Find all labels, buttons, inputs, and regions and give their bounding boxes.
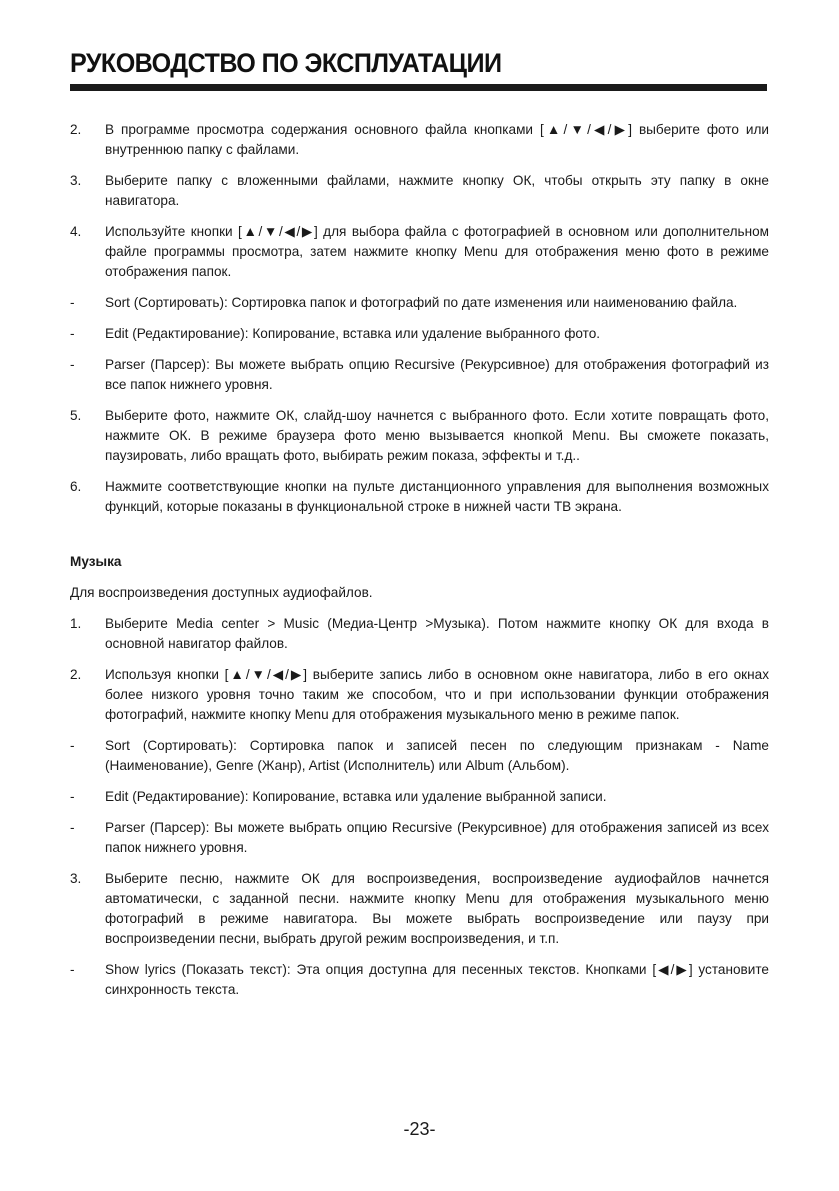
photo-instructions	[70, 120, 769, 517]
list-item	[70, 614, 769, 654]
list-item	[70, 406, 769, 466]
list-item-text: Sort (Сортировать): Сортировка папок и фотографий по дате изменения или наименованию файла.	[105, 295, 738, 310]
list-item-text: В программе просмотра содержания основного файла кнопками [▲/▼/◀/▶] выберите фото или внутреннюю папку с файлами.	[105, 122, 769, 157]
list-marker: -	[70, 789, 75, 804]
page-content	[70, 120, 769, 1011]
list-marker: 2.	[70, 667, 82, 682]
page-number: -23-	[403, 1119, 436, 1139]
list-marker: 3.	[70, 871, 82, 886]
list-item-text: Нажмите соответствующие кнопки на пульте дистанционного управления для выполнения возможных функций, которые показаны в функциональной строке в нижней части ТВ экрана.	[105, 479, 769, 514]
list-marker: 2.	[70, 122, 82, 137]
list-item-text: Выберите фото, нажмите ОК, слайд-шоу начнется с выбранного фото. Если хотите повращать фото, нажмите ОК. В режиме браузера фото меню вызывается кнопкой Menu. Вы сможете показать, паузировать, либо вращать фото, выбирать режим показа, эффекты и т.д..	[105, 408, 769, 463]
list-item	[70, 477, 769, 517]
list-item-text: Выберите песню, нажмите ОК для воспроизведения, воспроизведение аудиофайлов начнется автоматически, с заданной песни. нажмите кнопку Menu для отображения музыкального меню фотографий в режиме навигатора. Вы можете выбрать воспроизведение или паузу при воспроизведении песни, выбрать другой режим воспроизведения, и т.п.	[105, 871, 769, 946]
list-marker: 4.	[70, 224, 82, 239]
list-item-text: Выберите папку с вложенными файлами, нажмите кнопку ОК, чтобы открыть эту папку в окне навигатора.	[105, 173, 769, 208]
list-marker: -	[70, 820, 75, 835]
list-marker: 6.	[70, 479, 82, 494]
list-item	[70, 324, 769, 344]
list-marker: -	[70, 738, 75, 753]
list-item	[70, 818, 769, 858]
list-marker: 1.	[70, 616, 82, 631]
list-item-text: Выберите Media center > Music (Медиа-Центр >Музыка). Потом нажмите кнопку ОК для входа в основной навигатор файлов.	[105, 616, 769, 651]
list-item-text: Используйте кнопки [▲/▼/◀/▶] для выбора файла с фотографией в основном или дополнительном файле программы просмотра, затем нажмите кнопку Menu для отображения меню фото в режиме отображения папок.	[105, 224, 769, 279]
list-marker: 5.	[70, 408, 82, 423]
list-item	[70, 869, 769, 949]
list-item	[70, 960, 769, 1000]
section-heading-music: Музыка	[70, 554, 122, 569]
list-marker: -	[70, 326, 75, 341]
list-item-text: Show lyrics (Показать текст): Эта опция доступна для песенных текстов. Кнопками [◀/▶] установите синхронность текста.	[105, 962, 769, 997]
list-item-text: Sort (Сортировать): Сортировка папок и записей песен по следующим признакам - Name (Наименование), Genre (Жанр), Artist (Исполнитель) или Album (Альбом).	[105, 738, 769, 773]
list-item	[70, 736, 769, 776]
music-section	[70, 552, 769, 1000]
list-item-text: Edit (Редактирование): Копирование, вставка или удаление выбранной записи.	[105, 789, 607, 804]
list-marker: -	[70, 357, 75, 372]
list-item	[70, 120, 769, 160]
page-title: РУКОВОДСТВО ПО ЭКСПЛУАТАЦИИ	[70, 48, 502, 78]
list-item	[70, 222, 769, 282]
list-item	[70, 293, 769, 313]
list-marker: -	[70, 295, 75, 310]
list-item-text: Edit (Редактирование): Копирование, вставка или удаление выбранного фото.	[105, 326, 601, 341]
list-item	[70, 665, 769, 725]
list-item-text: Parser (Парсер): Вы можете выбрать опцию Recursive (Рекурсивное) для отображения фотографий из все папок нижнего уровня.	[105, 357, 769, 392]
list-item-text: Используя кнопки [▲/▼/◀/▶] выберите запись либо в основном окне навигатора, либо в его окнах более низкого уровня точно таким же способом, что и при использовании функции отображения фотографий, нажмите кнопку Menu для отображения музыкального меню в режиме папок.	[105, 667, 769, 722]
list-item-text: Parser (Парсер): Вы можете выбрать опцию Recursive (Рекурсивное) для отображения записей из всех папок нижнего уровня.	[105, 820, 769, 855]
list-item	[70, 171, 769, 211]
list-marker: 3.	[70, 173, 82, 188]
list-item	[70, 787, 769, 807]
header-rule	[70, 84, 767, 91]
list-item	[70, 355, 769, 395]
list-marker: -	[70, 962, 75, 977]
section-intro: Для воспроизведения доступных аудиофайлов.	[70, 585, 373, 600]
